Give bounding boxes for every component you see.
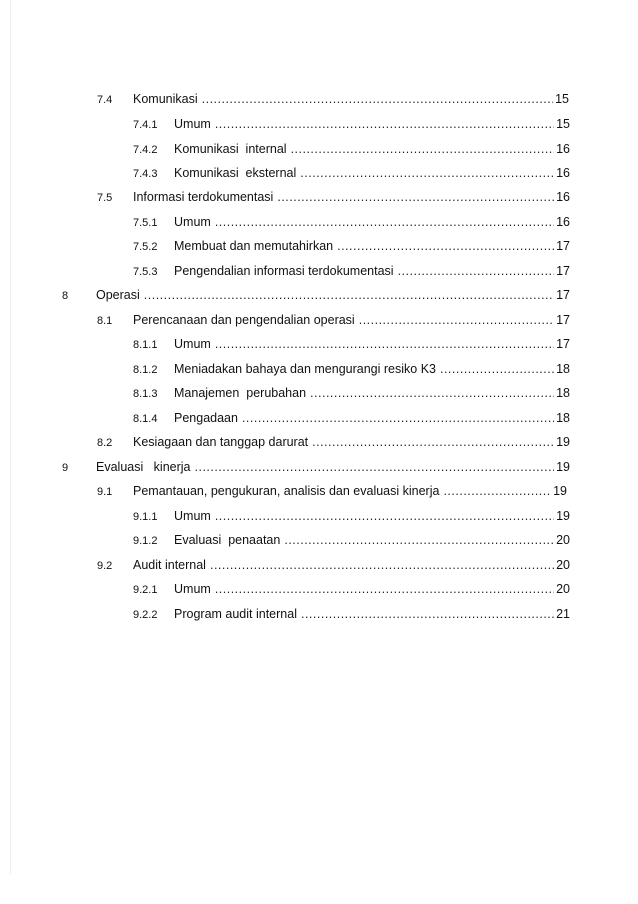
toc-entry-leader <box>440 361 554 377</box>
toc-entry-number: 9.1.2 <box>133 535 158 547</box>
toc-entry[interactable] <box>133 361 570 377</box>
toc-entry-page: 16 <box>556 215 570 229</box>
toc-entry-title: Program audit internal <box>174 607 297 621</box>
toc-entry-leader <box>277 189 554 205</box>
toc-entry-number: 9.1 <box>97 486 113 498</box>
toc-entry-page: 16 <box>556 142 570 156</box>
toc-entry-page: 20 <box>556 582 570 596</box>
toc-entry-number: 9.2.1 <box>133 584 158 596</box>
toc-entry-number: 8.2 <box>97 437 113 449</box>
toc-entry-number: 7.5.3 <box>133 266 158 278</box>
toc-entry-title: Pengendalian informasi terdokumentasi <box>174 264 394 278</box>
toc-entry-page: 15 <box>555 92 569 106</box>
toc-entry-number: 8.1.1 <box>133 339 158 351</box>
toc-entry-number: 8.1.4 <box>133 413 158 425</box>
toc-entry[interactable] <box>133 336 570 352</box>
toc-entry-number: 8.1.3 <box>133 388 158 400</box>
toc-entry-title: Umum <box>174 337 211 351</box>
toc-entry-page: 21 <box>556 607 570 621</box>
toc-entry[interactable] <box>133 606 570 622</box>
toc-entry[interactable] <box>133 165 570 181</box>
toc-entry-leader <box>210 557 554 573</box>
toc-entry-number: 9.2 <box>97 560 113 572</box>
toc-entry-title: Umum <box>174 215 211 229</box>
toc-entry-page: 19 <box>553 484 567 498</box>
toc-entry[interactable] <box>133 116 570 132</box>
toc-entry-title: Umum <box>174 509 211 523</box>
toc-entry-leader <box>301 606 554 622</box>
toc-entry-title: Kesiagaan dan tanggap darurat <box>133 435 309 449</box>
toc-entry-leader <box>215 116 554 132</box>
toc-entry-page: 17 <box>556 264 570 278</box>
toc-entry-leader <box>215 336 554 352</box>
toc-entry-page: 16 <box>556 190 570 204</box>
toc-entry-title: Umum <box>174 117 211 131</box>
toc-entry-page: 18 <box>556 411 570 425</box>
toc-entry-leader <box>312 434 554 450</box>
toc-entry-number: 7.5.2 <box>133 241 158 253</box>
toc-entry-title: Audit internal <box>133 558 206 572</box>
toc-entry-page: 17 <box>556 313 570 327</box>
toc-entry[interactable] <box>97 557 570 573</box>
toc-entry-leader <box>310 385 554 401</box>
toc-entry[interactable] <box>133 238 570 254</box>
toc-entry-number: 8.1 <box>97 315 113 327</box>
toc-entry-title: Pengadaan <box>174 411 238 425</box>
toc-entry[interactable] <box>133 532 570 548</box>
toc-entry-leader <box>215 581 554 597</box>
toc-entry-title: Komunikasi <box>133 92 198 106</box>
toc-entry[interactable] <box>133 141 570 157</box>
toc-entry-title: Meniadakan bahaya dan mengurangi resiko K3 <box>174 362 436 376</box>
toc-entry-leader <box>359 312 554 328</box>
toc-entry[interactable] <box>62 287 570 303</box>
toc-entry-leader <box>300 165 554 181</box>
toc-entry-title: Perencanaan dan pengendalian operasi <box>133 313 355 327</box>
toc-entry-title: Manajemen perubahan <box>174 386 307 400</box>
toc-entry-number: 9 <box>62 462 69 474</box>
toc-entry-leader <box>443 483 551 499</box>
toc-entry-page: 17 <box>556 337 570 351</box>
toc-entry-title: Komunikasi internal <box>174 142 287 156</box>
toc-entry-title: Komunikasi eksternal <box>174 166 297 180</box>
toc-entry-leader <box>284 532 554 548</box>
toc-entry-title: Evaluasi kinerja <box>96 460 191 474</box>
toc-entry-number: 9.1.1 <box>133 511 158 523</box>
toc-entry-number: 7.5.1 <box>133 217 158 229</box>
toc-entry-page: 18 <box>556 362 570 376</box>
toc-entry[interactable] <box>62 459 570 475</box>
toc-entry-page: 19 <box>556 509 570 523</box>
toc-entry[interactable] <box>133 410 570 426</box>
toc-entry-leader <box>215 214 554 230</box>
toc-entry[interactable] <box>97 91 569 107</box>
toc-entry-page: 17 <box>556 239 570 253</box>
toc-entry-number: 7.4.1 <box>133 119 158 131</box>
toc-entry-title: Pemantauan, pengukuran, analisis dan evaluasi kinerja <box>133 484 440 498</box>
toc-entry-leader <box>398 263 555 279</box>
toc-entry[interactable] <box>133 214 570 230</box>
toc-entry-title: Operasi <box>96 288 140 302</box>
toc-entry-title: Informasi terdokumentasi <box>133 190 274 204</box>
toc-entry[interactable] <box>97 483 567 499</box>
toc-entry-leader <box>337 238 554 254</box>
toc-entry-leader <box>215 508 554 524</box>
toc-entry-page: 19 <box>556 460 570 474</box>
toc-entry-leader <box>144 287 554 303</box>
toc-entry-number: 7.5 <box>97 192 113 204</box>
toc-entry-leader <box>202 91 553 107</box>
toc-entry-number: 7.4.2 <box>133 144 158 156</box>
toc-entry[interactable] <box>97 312 570 328</box>
toc-entry-number: 7.4.3 <box>133 168 158 180</box>
toc-entry-page: 15 <box>556 117 570 131</box>
toc-entry[interactable] <box>133 263 570 279</box>
toc-entry[interactable] <box>97 189 570 205</box>
toc-entry-leader <box>195 459 555 475</box>
toc-entry-number: 7.4 <box>97 94 113 106</box>
toc-entry[interactable] <box>97 434 570 450</box>
toc-entry-title: Umum <box>174 582 211 596</box>
toc-entry-leader <box>291 141 555 157</box>
toc-entry-page: 18 <box>556 386 570 400</box>
toc-entry[interactable] <box>133 508 570 524</box>
toc-entry-page: 17 <box>556 288 570 302</box>
page-edge-line <box>10 0 11 874</box>
toc-entry-title: Membuat dan memutahirkan <box>174 239 334 253</box>
toc-entry-number: 9.2.2 <box>133 609 158 621</box>
toc-entry-page: 20 <box>556 558 570 572</box>
toc-entry[interactable] <box>133 385 570 401</box>
toc-entry-page: 20 <box>556 533 570 547</box>
toc-entry-page: 19 <box>556 435 570 449</box>
toc-entry-number: 8 <box>62 290 69 302</box>
toc-entry-leader <box>242 410 554 426</box>
toc-entry-title: Evaluasi penaatan <box>174 533 281 547</box>
toc-entry-number: 8.1.2 <box>133 364 158 376</box>
toc-entry-page: 16 <box>556 166 570 180</box>
toc-entry[interactable] <box>133 581 570 597</box>
